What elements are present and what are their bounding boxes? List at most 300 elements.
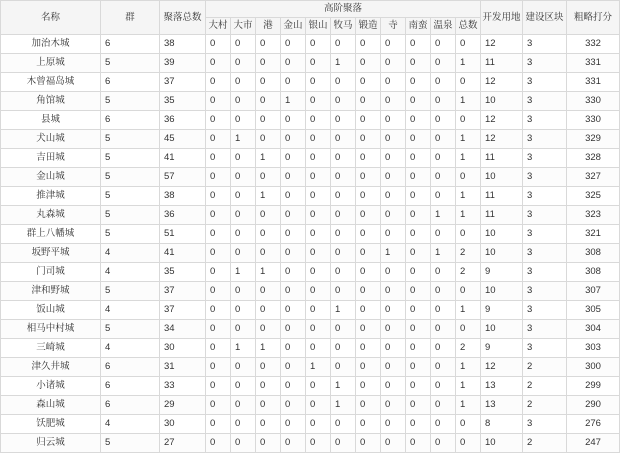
- table-cell: 0: [431, 358, 456, 377]
- score-cell: 325: [567, 187, 620, 206]
- table-cell: 2: [456, 339, 481, 358]
- header-sub-0: 大村: [206, 18, 231, 35]
- table-cell: 5: [101, 130, 160, 149]
- table-cell: 0: [456, 415, 481, 434]
- table-cell: 33: [160, 377, 206, 396]
- table-cell: 0: [231, 92, 256, 111]
- table-cell: 3: [523, 339, 567, 358]
- table-cell: 0: [206, 263, 231, 282]
- table-cell: 0: [381, 54, 406, 73]
- table-cell: 37: [160, 282, 206, 301]
- table-cell: 5: [101, 282, 160, 301]
- table-cell: 0: [381, 415, 406, 434]
- table-cell: 0: [281, 263, 306, 282]
- table-cell: 1: [456, 377, 481, 396]
- score-cell: 328: [567, 149, 620, 168]
- table-cell: 5: [101, 92, 160, 111]
- table-cell: 0: [431, 434, 456, 453]
- table-cell: 0: [356, 35, 381, 54]
- table-cell: 11: [481, 187, 523, 206]
- table-cell: 0: [431, 54, 456, 73]
- castle-name-cell: 犬山城: [1, 130, 101, 149]
- table-cell: 0: [256, 111, 281, 130]
- table-cell: 0: [406, 130, 431, 149]
- table-cell: 0: [206, 206, 231, 225]
- score-cell: 323: [567, 206, 620, 225]
- table-cell: 6: [101, 35, 160, 54]
- table-cell: 0: [231, 396, 256, 415]
- table-cell: 0: [256, 282, 281, 301]
- table-row: [1, 358, 620, 377]
- table-cell: 0: [281, 339, 306, 358]
- table-cell: 0: [206, 396, 231, 415]
- score-cell: 303: [567, 339, 620, 358]
- table-cell: 0: [281, 54, 306, 73]
- castle-name-cell: 推津城: [1, 187, 101, 206]
- table-cell: 0: [281, 320, 306, 339]
- table-cell: 0: [431, 377, 456, 396]
- table-row: [1, 168, 620, 187]
- table-cell: 0: [206, 301, 231, 320]
- header-sub-9: 温泉: [431, 18, 456, 35]
- table-cell: 0: [381, 282, 406, 301]
- table-cell: 1: [256, 263, 281, 282]
- table-cell: 0: [431, 187, 456, 206]
- table-cell: 0: [356, 149, 381, 168]
- table-cell: 0: [206, 111, 231, 130]
- table-cell: 1: [456, 149, 481, 168]
- table-cell: 0: [306, 168, 331, 187]
- table-cell: 0: [306, 54, 331, 73]
- table-cell: 0: [431, 130, 456, 149]
- table-cell: 6: [101, 73, 160, 92]
- table-cell: 12: [481, 73, 523, 92]
- table-cell: 2: [523, 434, 567, 453]
- table-cell: 0: [281, 206, 306, 225]
- table-cell: 0: [406, 434, 431, 453]
- table-cell: 0: [456, 168, 481, 187]
- table-cell: 0: [331, 149, 356, 168]
- table-cell: 0: [231, 111, 256, 130]
- table-row: [1, 415, 620, 434]
- table-cell: 0: [206, 35, 231, 54]
- table-cell: 1: [231, 130, 256, 149]
- castle-name-cell: 县城: [1, 111, 101, 130]
- table-row: [1, 244, 620, 263]
- table-cell: 0: [206, 282, 231, 301]
- table-cell: 0: [456, 434, 481, 453]
- table-cell: 0: [231, 206, 256, 225]
- table-cell: 0: [356, 396, 381, 415]
- table-cell: 0: [231, 54, 256, 73]
- table-cell: 0: [406, 54, 431, 73]
- table-cell: 5: [101, 54, 160, 73]
- table-cell: 0: [456, 282, 481, 301]
- header-sub-7: 寺: [381, 18, 406, 35]
- table-cell: 9: [481, 301, 523, 320]
- table-cell: 0: [406, 396, 431, 415]
- castle-name-cell: 角馆城: [1, 92, 101, 111]
- table-cell: 0: [281, 73, 306, 92]
- castle-name-cell: 门司城: [1, 263, 101, 282]
- table-cell: 0: [356, 320, 381, 339]
- table-cell: 10: [481, 92, 523, 111]
- table-cell: 0: [356, 301, 381, 320]
- table-cell: 0: [231, 244, 256, 263]
- table-cell: 5: [101, 168, 160, 187]
- table-cell: 0: [381, 301, 406, 320]
- score-cell: 247: [567, 434, 620, 453]
- table-cell: 5: [101, 149, 160, 168]
- table-cell: 10: [481, 434, 523, 453]
- table-cell: 9: [481, 339, 523, 358]
- table-cell: 0: [406, 377, 431, 396]
- table-cell: 3: [523, 73, 567, 92]
- table-cell: 0: [281, 358, 306, 377]
- table-cell: 13: [481, 396, 523, 415]
- table-cell: 0: [456, 320, 481, 339]
- table-cell: 4: [101, 263, 160, 282]
- table-cell: 0: [381, 35, 406, 54]
- table-cell: 0: [206, 377, 231, 396]
- table-cell: 35: [160, 92, 206, 111]
- table-cell: 0: [356, 358, 381, 377]
- table-cell: 0: [431, 396, 456, 415]
- castle-name-cell: 饫肥城: [1, 415, 101, 434]
- table-cell: 4: [101, 339, 160, 358]
- table-cell: 0: [381, 111, 406, 130]
- table-row: [1, 377, 620, 396]
- table-cell: 3: [523, 225, 567, 244]
- table-cell: 51: [160, 225, 206, 244]
- table-cell: 12: [481, 35, 523, 54]
- table-cell: 0: [356, 377, 381, 396]
- table-cell: 0: [281, 282, 306, 301]
- table-cell: 0: [456, 73, 481, 92]
- table-cell: 0: [331, 358, 356, 377]
- table-cell: 0: [256, 358, 281, 377]
- score-cell: 276: [567, 415, 620, 434]
- table-cell: 0: [356, 54, 381, 73]
- table-cell: 1: [431, 206, 456, 225]
- table-cell: 0: [381, 168, 406, 187]
- score-cell: 327: [567, 168, 620, 187]
- table-cell: 0: [356, 244, 381, 263]
- table-cell: 3: [523, 130, 567, 149]
- table-cell: 5: [101, 225, 160, 244]
- table-cell: 0: [206, 54, 231, 73]
- table-cell: 0: [306, 244, 331, 263]
- table-cell: 57: [160, 168, 206, 187]
- header-sub-10: 总数: [456, 18, 481, 35]
- header-total: 聚落总数: [160, 1, 206, 35]
- table-cell: 0: [231, 187, 256, 206]
- table-cell: 0: [306, 206, 331, 225]
- table-cell: 30: [160, 339, 206, 358]
- table-cell: 3: [523, 320, 567, 339]
- table-cell: 31: [160, 358, 206, 377]
- table-cell: 0: [331, 244, 356, 263]
- table-cell: 0: [306, 92, 331, 111]
- table-row: [1, 54, 620, 73]
- table-cell: 0: [431, 263, 456, 282]
- table-cell: 0: [256, 130, 281, 149]
- table-cell: 0: [331, 206, 356, 225]
- table-cell: 1: [331, 301, 356, 320]
- table-cell: 1: [331, 377, 356, 396]
- table-cell: 0: [381, 130, 406, 149]
- table-cell: 0: [431, 225, 456, 244]
- score-cell: 308: [567, 244, 620, 263]
- table-cell: 36: [160, 111, 206, 130]
- table-cell: 1: [256, 187, 281, 206]
- table-cell: 0: [331, 434, 356, 453]
- table-row: [1, 206, 620, 225]
- header-land: 开发用地: [481, 1, 523, 35]
- table-cell: 0: [406, 149, 431, 168]
- table-cell: 0: [306, 187, 331, 206]
- table-cell: 4: [101, 415, 160, 434]
- table-cell: 0: [206, 187, 231, 206]
- table-cell: 0: [381, 434, 406, 453]
- table-cell: 0: [281, 168, 306, 187]
- table-cell: 0: [306, 415, 331, 434]
- table-cell: 0: [331, 73, 356, 92]
- table-cell: 0: [356, 187, 381, 206]
- table-cell: 6: [101, 111, 160, 130]
- castle-name-cell: 饭山城: [1, 301, 101, 320]
- table-cell: 0: [381, 187, 406, 206]
- table-cell: 36: [160, 206, 206, 225]
- table-cell: 0: [406, 263, 431, 282]
- table-cell: 10: [481, 320, 523, 339]
- table-cell: 0: [356, 92, 381, 111]
- table-cell: 0: [281, 434, 306, 453]
- table-row: [1, 187, 620, 206]
- table-cell: 0: [281, 377, 306, 396]
- table-cell: 0: [356, 111, 381, 130]
- table-cell: 0: [406, 206, 431, 225]
- castle-name-cell: 上原城: [1, 54, 101, 73]
- table-cell: 0: [356, 168, 381, 187]
- table-cell: 0: [306, 301, 331, 320]
- table-cell: 0: [406, 35, 431, 54]
- table-cell: 0: [281, 396, 306, 415]
- table-cell: 34: [160, 320, 206, 339]
- table-cell: 0: [231, 377, 256, 396]
- castle-name-cell: 归云城: [1, 434, 101, 453]
- table-cell: 0: [206, 149, 231, 168]
- table-cell: 0: [381, 149, 406, 168]
- table-cell: 3: [523, 149, 567, 168]
- table-cell: 0: [331, 263, 356, 282]
- table-cell: 0: [256, 225, 281, 244]
- table-cell: 0: [431, 339, 456, 358]
- castle-name-cell: 三崎城: [1, 339, 101, 358]
- score-cell: 299: [567, 377, 620, 396]
- table-cell: 1: [231, 263, 256, 282]
- table-cell: 0: [206, 73, 231, 92]
- table-cell: 38: [160, 35, 206, 54]
- table-cell: 0: [231, 149, 256, 168]
- table-cell: 10: [481, 282, 523, 301]
- table-cell: 0: [331, 111, 356, 130]
- table-cell: 0: [331, 415, 356, 434]
- table-cell: 39: [160, 54, 206, 73]
- table-cell: 3: [523, 54, 567, 73]
- table-cell: 13: [481, 377, 523, 396]
- table-cell: 0: [206, 92, 231, 111]
- table-cell: 3: [523, 92, 567, 111]
- castle-name-cell: 坂野平城: [1, 244, 101, 263]
- table-cell: 41: [160, 149, 206, 168]
- score-cell: 329: [567, 130, 620, 149]
- table-cell: 0: [331, 282, 356, 301]
- table-cell: 0: [306, 339, 331, 358]
- table-cell: 0: [406, 73, 431, 92]
- table-cell: 0: [231, 434, 256, 453]
- table-cell: 0: [256, 301, 281, 320]
- table-cell: 0: [406, 282, 431, 301]
- castle-name-cell: 丸森城: [1, 206, 101, 225]
- table-cell: 38: [160, 187, 206, 206]
- table-cell: 0: [431, 415, 456, 434]
- table-cell: 2: [456, 244, 481, 263]
- table-row: [1, 263, 620, 282]
- table-cell: 0: [206, 130, 231, 149]
- table-cell: 10: [481, 168, 523, 187]
- table-row: [1, 149, 620, 168]
- castle-name-cell: 吉田城: [1, 149, 101, 168]
- table-cell: 12: [481, 130, 523, 149]
- table-cell: 1: [456, 358, 481, 377]
- header-sub-5: 牧马: [331, 18, 356, 35]
- table-cell: 1: [456, 206, 481, 225]
- table-row: [1, 73, 620, 92]
- table-cell: 0: [256, 244, 281, 263]
- castle-name-cell: 森山城: [1, 396, 101, 415]
- table-row: [1, 130, 620, 149]
- table-cell: 0: [331, 130, 356, 149]
- table-cell: 0: [331, 225, 356, 244]
- header-sub-8: 南蛮: [406, 18, 431, 35]
- table-cell: 0: [381, 320, 406, 339]
- table-cell: 0: [356, 339, 381, 358]
- table-cell: 3: [523, 168, 567, 187]
- table-cell: 0: [406, 244, 431, 263]
- table-cell: 0: [231, 320, 256, 339]
- table-cell: 0: [281, 35, 306, 54]
- table-cell: 3: [523, 111, 567, 130]
- table-cell: 0: [256, 73, 281, 92]
- table-cell: 1: [456, 396, 481, 415]
- table-cell: 37: [160, 301, 206, 320]
- table-cell: 10: [481, 244, 523, 263]
- table-cell: 0: [256, 396, 281, 415]
- table-cell: 0: [331, 35, 356, 54]
- table-cell: 0: [456, 35, 481, 54]
- table-cell: 0: [406, 187, 431, 206]
- table-cell: 5: [101, 434, 160, 453]
- score-cell: 305: [567, 301, 620, 320]
- table-cell: 0: [381, 92, 406, 111]
- table-cell: 0: [306, 282, 331, 301]
- header-block: 建设区块: [523, 1, 567, 35]
- table-cell: 11: [481, 54, 523, 73]
- table-cell: 4: [101, 244, 160, 263]
- table-cell: 0: [231, 73, 256, 92]
- table-cell: 3: [523, 282, 567, 301]
- table-cell: 0: [356, 434, 381, 453]
- castle-name-cell: 津和野城: [1, 282, 101, 301]
- table-cell: 0: [456, 225, 481, 244]
- score-cell: 332: [567, 35, 620, 54]
- table-cell: 0: [381, 263, 406, 282]
- castle-name-cell: 相马中村城: [1, 320, 101, 339]
- table-cell: 0: [356, 206, 381, 225]
- castle-name-cell: 群上八幡城: [1, 225, 101, 244]
- table-cell: 0: [356, 415, 381, 434]
- table-cell: 3: [523, 206, 567, 225]
- table-cell: 5: [101, 320, 160, 339]
- table-cell: 2: [523, 377, 567, 396]
- table-cell: 0: [256, 35, 281, 54]
- castle-name-cell: 木曾福岛城: [1, 73, 101, 92]
- table-cell: 2: [456, 263, 481, 282]
- table-cell: 6: [101, 358, 160, 377]
- table-cell: 1: [456, 130, 481, 149]
- table-cell: 3: [523, 301, 567, 320]
- table-cell: 1: [456, 301, 481, 320]
- table-cell: 1: [456, 92, 481, 111]
- table-cell: 3: [523, 263, 567, 282]
- table-cell: 0: [406, 339, 431, 358]
- table-cell: 12: [481, 358, 523, 377]
- table-row: [1, 225, 620, 244]
- header-sub-2: 港: [256, 18, 281, 35]
- table-cell: 1: [231, 339, 256, 358]
- score-cell: 331: [567, 73, 620, 92]
- table-cell: 0: [256, 168, 281, 187]
- table-cell: 0: [256, 377, 281, 396]
- table-cell: 0: [281, 130, 306, 149]
- table-cell: 0: [281, 111, 306, 130]
- table-cell: 1: [381, 244, 406, 263]
- table-cell: 0: [331, 187, 356, 206]
- table-cell: 0: [256, 54, 281, 73]
- table-cell: 0: [406, 225, 431, 244]
- table-cell: 0: [406, 301, 431, 320]
- table-cell: 0: [206, 415, 231, 434]
- table-row: [1, 396, 620, 415]
- table-cell: 0: [356, 73, 381, 92]
- table-cell: 0: [431, 282, 456, 301]
- castle-name-cell: 加治木城: [1, 35, 101, 54]
- table-cell: 27: [160, 434, 206, 453]
- table-cell: 0: [256, 434, 281, 453]
- table-cell: 0: [431, 168, 456, 187]
- table-cell: 0: [231, 282, 256, 301]
- castle-name-cell: 津久井城: [1, 358, 101, 377]
- table-cell: 1: [306, 358, 331, 377]
- table-cell: 0: [381, 358, 406, 377]
- table-cell: 0: [306, 225, 331, 244]
- table-cell: 9: [481, 263, 523, 282]
- table-cell: 0: [331, 168, 356, 187]
- table-row: [1, 35, 620, 54]
- table-cell: 41: [160, 244, 206, 263]
- table-cell: 0: [431, 149, 456, 168]
